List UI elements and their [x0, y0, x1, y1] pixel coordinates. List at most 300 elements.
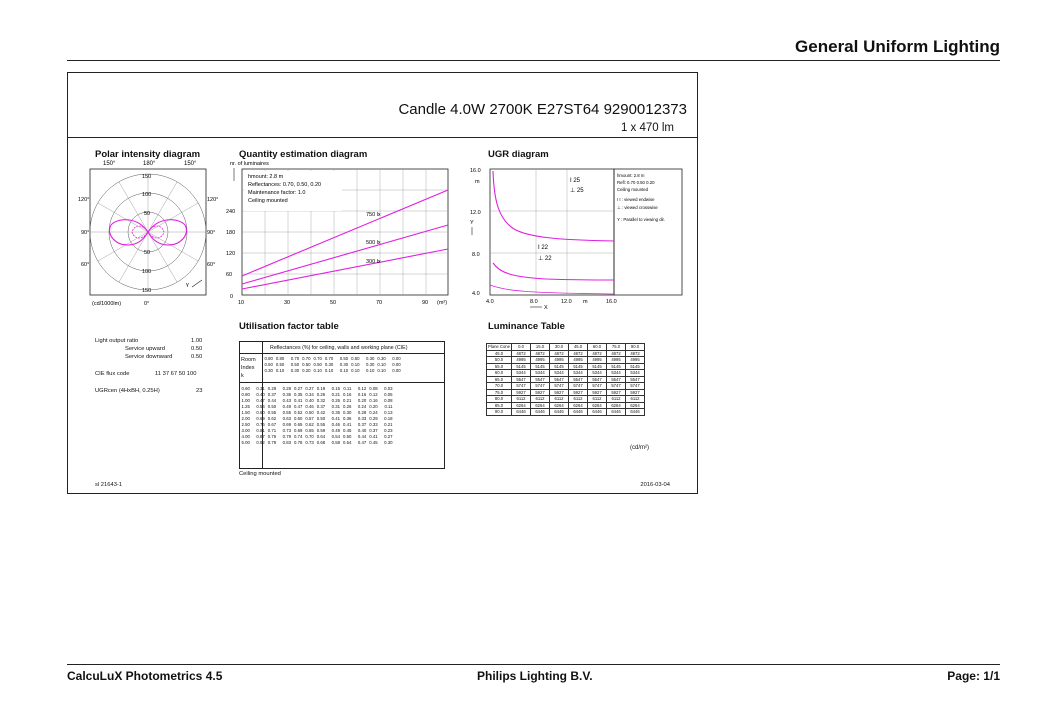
uf-cell: 0.54: [343, 440, 352, 445]
uf-cell: 0.20: [369, 404, 378, 409]
luminance-cell: 65.0: [487, 376, 512, 383]
quantity-ylabel: nr. of luminaires: [230, 161, 269, 167]
uf-cell: 0.45: [343, 428, 352, 433]
uf-refl-cell: 0.70: [324, 356, 334, 361]
stat-label-downward: Service downward: [125, 354, 173, 360]
uf-cell: 0.78: [294, 440, 303, 445]
luminance-cell: 5145: [569, 363, 588, 370]
luminance-cell: 5344: [512, 370, 531, 377]
x-unit: (m²): [437, 300, 448, 306]
uf-refl-cell: 0.20: [302, 368, 311, 373]
stat-label-lor: Light output ratio: [95, 338, 139, 344]
quantity-diagram: [226, 159, 456, 309]
luminance-table: [486, 343, 645, 416]
luminance-header-cell: Plane Cone: [488, 344, 510, 350]
luminance-cell: 6446: [550, 409, 569, 416]
luminance-header-cell: 90.0: [626, 344, 645, 351]
uf-cell: 0.34: [305, 392, 314, 397]
uf-cell: 0.76: [256, 422, 265, 427]
ugr-legend-refl: Refl: 0.70 0.50 0.20: [617, 180, 655, 185]
uf-cell: 0.79: [282, 434, 291, 439]
uf-cell: 0.35: [331, 410, 340, 415]
uf-refl-cell: 0.00: [392, 362, 401, 367]
uf-refl-cell: 0.50: [339, 356, 349, 361]
uf-cell: 0.37: [267, 392, 277, 397]
y-tick-0: 0: [230, 294, 234, 300]
ugr-mark-crosswise-25: ⊥ 25: [570, 188, 584, 194]
stat-value-lor: 1.00: [191, 338, 203, 344]
label-300lx: 300 lx: [366, 259, 381, 265]
luminance-unit: (cd/m²): [630, 445, 649, 451]
luminance-cell: 6446: [626, 409, 645, 416]
luminance-cell: 5747: [531, 383, 550, 390]
uf-cell: 0.50: [343, 434, 352, 439]
luminance-cell: 4995: [626, 357, 645, 364]
uf-cell: 0.40: [357, 428, 367, 433]
luminance-cell: 5747: [607, 383, 626, 390]
uf-cell: 0.68: [316, 440, 326, 445]
luminance-cell: 4995: [588, 357, 607, 364]
luminance-cell: 5747: [550, 383, 569, 390]
gamma-label: γ: [186, 282, 189, 288]
luminance-cell: 60.0: [487, 370, 512, 377]
polar-right-label-60: 60°: [207, 262, 216, 268]
title-separator: [68, 137, 697, 138]
sheet-reference: sl 21643-1: [95, 482, 123, 488]
sheet-date: 2016-03-04: [640, 482, 670, 488]
uf-cell: 0.27: [384, 434, 393, 439]
uf-cell: 0.28: [282, 386, 291, 391]
lamp-flux: 1 x 470 lm: [620, 122, 674, 134]
uf-cell: 0.47: [357, 440, 367, 445]
uf-cell: 0.41: [294, 398, 303, 403]
luminance-cell: 5927: [531, 389, 550, 396]
luminance-cell: 6446: [512, 409, 531, 416]
x-tick-50: 50: [330, 300, 337, 306]
luminance-cell: 5547: [588, 376, 607, 383]
uf-refl-cell: 0.10: [324, 368, 334, 373]
uf-cell: 0.37: [316, 404, 326, 409]
polar-right-label-90: 90°: [207, 230, 216, 236]
uf-cell: 0.36: [282, 392, 291, 397]
ugr-y-axis-label: Y: [470, 220, 474, 226]
uf-cell: 0.27: [294, 386, 303, 391]
stat-value-downward: 0.50: [191, 354, 203, 360]
uf-cell: 0.40: [305, 398, 314, 403]
luminance-cell: 6112: [531, 396, 550, 403]
luminance-cell: 5145: [550, 363, 569, 370]
uf-cell: 0.59: [316, 428, 326, 433]
uf-refl-cell: 0.50: [264, 362, 273, 367]
luminance-cell: 5927: [626, 389, 645, 396]
luminance-cell: 5927: [550, 389, 569, 396]
header-rule: [67, 60, 1000, 61]
uf-refl-cell: 0.10: [351, 362, 360, 367]
luminance-cell: 5747: [588, 383, 607, 390]
uf-cell: 0.73: [305, 440, 314, 445]
luminance-cell: 6264: [626, 402, 645, 409]
uf-cell: 0.27: [305, 386, 314, 391]
luminance-cell: 4995: [607, 357, 626, 364]
luminance-cell: 5547: [607, 376, 626, 383]
luminance-cell: 6112: [607, 396, 626, 403]
uf-cell: 0.47: [256, 398, 265, 403]
luminance-header-cell: 0.0: [512, 344, 531, 351]
lamp-name: Candle 4.0W 2700K E27ST64 9290012373: [398, 101, 687, 118]
uf-cell: 0.30: [384, 440, 393, 445]
uf-cell: 0.81: [256, 428, 265, 433]
uf-cell: 0.31: [256, 386, 265, 391]
uf-cell: 0.65: [294, 422, 303, 427]
uf-footer: Ceiling mounted: [239, 471, 281, 477]
stat-label-upward: Service upward: [125, 346, 165, 352]
uf-cell: 0.21: [331, 392, 340, 397]
luminance-cell: 5344: [569, 370, 588, 377]
ugr-y-tick-16: 16.0: [470, 168, 481, 174]
uf-cell: 0.54: [331, 434, 340, 439]
luminance-cell: 6264: [531, 402, 550, 409]
uf-cell: 0.45: [369, 440, 378, 445]
ugr-curve-floor: [490, 285, 614, 294]
y-tick-60: 60: [226, 272, 233, 278]
uf-cell: 0.49: [282, 404, 291, 409]
uf-table-frame: [239, 341, 445, 469]
luminance-cell: 6264: [512, 402, 531, 409]
luminance-cell: 70.0: [487, 383, 512, 390]
uf-refl-cell: 0.30: [339, 362, 349, 367]
uf-cell: 0.36: [343, 416, 352, 421]
ring-label-top-150: 150: [142, 174, 152, 180]
luminance-cell: 6264: [607, 402, 626, 409]
uf-reflectance-rows: [263, 356, 402, 374]
uf-cell: 0.58: [331, 440, 340, 445]
luminance-cell: 55.0: [487, 363, 512, 370]
uf-cell: 0.35: [294, 392, 303, 397]
uf-cell: 0.55: [316, 422, 326, 427]
stat-label-ugr: UGRcen (4HxBH, 0.25H): [95, 388, 160, 394]
ring-label-bottom-100: 100: [142, 269, 152, 275]
uf-room-index: 1.25: [241, 404, 250, 409]
uf-cell: 0.40: [256, 392, 265, 397]
uf-cell: 0.70: [305, 434, 314, 439]
ugr-grid: [490, 169, 614, 295]
polar-right-label-120: 120°: [207, 197, 219, 203]
uf-cell: 0.69: [256, 416, 265, 421]
uf-cell: 0.37: [369, 428, 378, 433]
uf-cell: 0.33: [357, 416, 367, 421]
uf-refl-cell: 0.10: [351, 368, 360, 373]
luminance-cell: 50.0: [487, 357, 512, 364]
luminance-cell: 6446: [607, 409, 626, 416]
uf-cell: 0.64: [316, 434, 326, 439]
polar-top-label-center: 180°: [143, 161, 156, 167]
uf-refl-cell: 0.30: [377, 356, 386, 361]
uf-cell: 0.15: [331, 386, 340, 391]
luminance-cell: 6112: [588, 396, 607, 403]
uf-room-index: 2.00: [241, 416, 250, 421]
ugr-x-tick-8: 8.0: [530, 299, 538, 305]
uf-cell: 0.69: [282, 422, 291, 427]
uf-cell: 0.12: [357, 386, 367, 391]
ugr-mark-crosswise-22: ⊥ 22: [538, 256, 552, 262]
uf-cell: 0.23: [384, 428, 393, 433]
uf-room-index: 0.60: [241, 386, 250, 391]
uf-cell: 0.16: [357, 392, 367, 397]
luminance-cell: 45.0: [487, 350, 512, 357]
luminance-cell: 6446: [588, 409, 607, 416]
polar-left-label-120: 120°: [78, 197, 90, 203]
uf-refl-cell: 0.10: [275, 368, 285, 373]
uf-cell: 0.60: [294, 416, 303, 421]
uf-cell: 0.26: [316, 392, 326, 397]
uf-refl-row: [263, 368, 402, 374]
uf-refl-cell: 0.30: [366, 356, 375, 361]
uf-index-label: Index: [241, 365, 255, 371]
luminance-row: [487, 409, 645, 416]
uf-cell: 0.46: [305, 404, 314, 409]
luminance-cell: 6112: [550, 396, 569, 403]
uf-cell: 0.87: [256, 434, 265, 439]
polar-diagram: [78, 159, 228, 309]
luminance-cell: 5547: [550, 376, 569, 383]
x-tick-10: 10: [238, 300, 245, 306]
uf-cell: 0.41: [343, 422, 352, 427]
luminance-cell: 5145: [626, 363, 645, 370]
quantity-info-mounting: Ceiling mounted: [248, 198, 288, 204]
ugr-diagram: [466, 159, 686, 309]
uf-cell: 0.50: [305, 410, 314, 415]
luminance-cell: 6112: [626, 396, 645, 403]
x-tick-90: 90: [422, 300, 429, 306]
datasheet-frame: [67, 72, 698, 494]
uf-cell: 0.69: [294, 428, 303, 433]
uf-room-index: 1.00: [241, 398, 250, 403]
uf-cell: 0.30: [343, 410, 352, 415]
luminance-cell: 5747: [626, 383, 645, 390]
y-tick-240: 240: [226, 209, 236, 215]
uf-cell: 0.05: [384, 392, 393, 397]
ring-label-bottom-50: 50: [144, 250, 151, 256]
uf-cell: 0.43: [282, 398, 291, 403]
luminance-cell: 5145: [512, 363, 531, 370]
ring-label-top-50: 50: [144, 211, 151, 217]
uf-cell: 0.26: [343, 404, 352, 409]
uf-refl-cell: 0.00: [392, 368, 401, 373]
uf-room-label: Room: [241, 357, 256, 363]
ugr-curve-upper: [493, 171, 614, 241]
uf-cell: 0.19: [316, 386, 326, 391]
stat-label-cie: CIE flux code: [95, 371, 130, 377]
ugr-title: UGR diagram: [488, 149, 549, 160]
uf-cell: 0.67: [267, 422, 277, 427]
ugr-y-tick-4: 4.0: [472, 291, 480, 297]
uf-refl-cell: 0.10: [313, 368, 322, 373]
uf-refl-cell: 0.30: [366, 362, 375, 367]
uf-cell: 0.79: [267, 440, 277, 445]
ugr-legend-parallel: Y : Parallel to viewing dir.: [617, 217, 665, 222]
uf-cell: 0.41: [369, 434, 378, 439]
uf-cell: 0.16: [343, 392, 352, 397]
ugr-mark-endwise-22: I 22: [538, 245, 549, 251]
uf-cell: 0.57: [305, 416, 314, 421]
ugr-x-tick-4: 4.0: [486, 299, 494, 305]
footer-rule: [67, 664, 1000, 665]
luminance-cell: 4995: [512, 357, 531, 364]
uf-refl-cell: 0.10: [377, 362, 386, 367]
luminance-header-cell: 75.0: [607, 344, 626, 351]
uf-refl-cell: 0.00: [392, 356, 401, 361]
uf-refl-cell: 0.50: [313, 362, 322, 367]
uf-cell: 0.46: [331, 422, 340, 427]
polar-left-label-90: 90°: [81, 230, 90, 236]
x-tick-70: 70: [376, 300, 383, 306]
uf-cell: 0.73: [282, 428, 291, 433]
luminance-cell: 4872: [512, 350, 531, 357]
label-750lx: 750 lx: [366, 212, 381, 218]
luminance-cell: 80.0: [487, 396, 512, 403]
stat-value-ugr: 23: [196, 388, 203, 394]
ugr-legend-mount: hmount: 2.8 m: [617, 173, 645, 178]
luminance-cell: 90.0: [487, 409, 512, 416]
ring-label-top-100: 100: [142, 192, 152, 198]
luminance-cell: 5927: [588, 389, 607, 396]
uf-room-index: 1.50: [241, 410, 250, 415]
uf-room-index: 2.50: [241, 422, 250, 427]
quantity-info-mount: hmount: 2.8 m: [248, 174, 284, 180]
luminance-cell: 4995: [550, 357, 569, 364]
luminance-cell: 5344: [550, 370, 569, 377]
luminance-cell: 5547: [626, 376, 645, 383]
luminance-cell: 6446: [531, 409, 550, 416]
uf-cell: 0.47: [294, 404, 303, 409]
uf-cell: 0.42: [316, 410, 326, 415]
ugr-y-tick-12: 12.0: [470, 210, 481, 216]
uf-refl-cell: 0.70: [290, 356, 300, 361]
uf-cell: 0.76: [267, 434, 277, 439]
luminance-cell: 4872: [531, 350, 550, 357]
luminance-cell: 6264: [588, 402, 607, 409]
uf-cell: 0.63: [282, 416, 291, 421]
polar-top-label-left: 150°: [103, 161, 116, 167]
luminance-title: Luminance Table: [488, 321, 565, 332]
uf-cell: 0.71: [267, 428, 277, 433]
uf-cell: 0.49: [331, 428, 340, 433]
luminance-cell: 5927: [512, 389, 531, 396]
quantity-title: Quantity estimation diagram: [239, 149, 368, 160]
luminance-cell: 5747: [569, 383, 588, 390]
ugr-y-tick-8: 8.0: [472, 252, 480, 258]
uf-cell: 0.74: [294, 434, 303, 439]
luminance-cell: 5344: [531, 370, 550, 377]
y-tick-120: 120: [226, 251, 236, 257]
ugr-legend-crosswise: ⊥ : viewed crosswise: [617, 205, 658, 210]
quantity-info-reflectances: Reflectances: 0.70, 0.50, 0.20: [248, 182, 322, 188]
uf-cell: 0.11: [384, 404, 393, 409]
uf-refl-cell: 0.10: [377, 368, 386, 373]
uf-refl-cell: 0.80: [275, 356, 285, 361]
uf-refl-cell: 0.50: [275, 362, 285, 367]
polar-title: Polar intensity diagram: [95, 149, 201, 160]
ugr-x-tick-12: 12.0: [561, 299, 572, 305]
luminance-cell: 4995: [569, 357, 588, 364]
luminance-cell: 5547: [512, 376, 531, 383]
footer-company: Philips Lighting B.V.: [477, 669, 593, 683]
uf-cell: 0.08: [384, 398, 393, 403]
uf-cell: 0.55: [267, 410, 277, 415]
ugr-y-unit: m: [475, 179, 480, 185]
label-500lx: 500 lx: [366, 240, 381, 246]
ugr-x-unit: m: [583, 299, 588, 305]
luminance-cell: 4872: [626, 350, 645, 357]
luminance-header-cell: 45.0: [569, 344, 588, 351]
uf-refl-cell: 0.10: [366, 368, 375, 373]
ugr-legend-endwise: I I : viewed endwise: [617, 197, 655, 202]
uf-cell: 0.54: [256, 404, 265, 409]
y-tick-180: 180: [226, 230, 236, 236]
luminance-cell: 5547: [531, 376, 550, 383]
luminance-cell: 4872: [550, 350, 569, 357]
uf-cell: 0.32: [316, 398, 326, 403]
ring-label-bottom-150: 150: [142, 288, 152, 294]
uf-cell: 0.11: [343, 386, 352, 391]
luminance-cell: 6264: [550, 402, 569, 409]
uf-room-index: 0.80: [241, 392, 250, 397]
uf-cell: 0.26: [331, 398, 340, 403]
document-title: General Uniform Lighting: [795, 37, 1000, 56]
uf-refl-cell: 0.30: [290, 368, 300, 373]
uf-cell: 0.50: [267, 404, 277, 409]
uf-cell: 0.55: [282, 410, 291, 415]
luminance-cell: 5145: [588, 363, 607, 370]
polar-unit: (cd/1000lm): [92, 301, 122, 307]
uf-cell: 0.29: [267, 386, 277, 391]
luminance-cell: 4872: [588, 350, 607, 357]
luminance-cell: 4872: [569, 350, 588, 357]
uf-body-rows: [240, 386, 394, 446]
uf-cell: 0.83: [282, 440, 291, 445]
uf-cell: 0.44: [357, 434, 367, 439]
luminance-cell: 6112: [569, 396, 588, 403]
uf-refl-cell: 0.30: [324, 362, 334, 367]
uf-cell: 0.60: [256, 410, 265, 415]
x-tick-30: 30: [284, 300, 291, 306]
uf-cell: 0.31: [331, 404, 340, 409]
polar-top-label-right: 150°: [184, 161, 197, 167]
uf-cell: 0.16: [369, 398, 378, 403]
uf-refl-cell: 0.70: [302, 356, 311, 361]
luminance-header-cell: 60.0: [588, 344, 607, 351]
uf-cell: 0.50: [316, 416, 326, 421]
uf-refl-cell: 0.50: [351, 356, 360, 361]
quantity-info-maintenance: Maintenance factor: 1.0: [248, 190, 306, 196]
luminance-cell: 5344: [607, 370, 626, 377]
luminance-cell: 6264: [569, 402, 588, 409]
uf-cell: 0.44: [267, 398, 277, 403]
uf-cell: 0.65: [305, 428, 314, 433]
uf-refl-cell: 0.80: [264, 356, 273, 361]
ugr-x-tick-16: 16.0: [606, 299, 617, 305]
stat-value-upward: 0.50: [191, 346, 203, 352]
uf-cell: 0.28: [357, 410, 367, 415]
ugr-x-axis-label: X: [544, 305, 548, 309]
uf-cell: 0.03: [384, 386, 393, 391]
uf-cell: 0.08: [369, 386, 378, 391]
polar-left-label-60: 60°: [81, 262, 90, 268]
luminance-cell: 5547: [569, 376, 588, 383]
uf-cell: 0.92: [256, 440, 265, 445]
uf-cell: 0.24: [357, 404, 367, 409]
uf-cell: 0.18: [384, 416, 393, 421]
